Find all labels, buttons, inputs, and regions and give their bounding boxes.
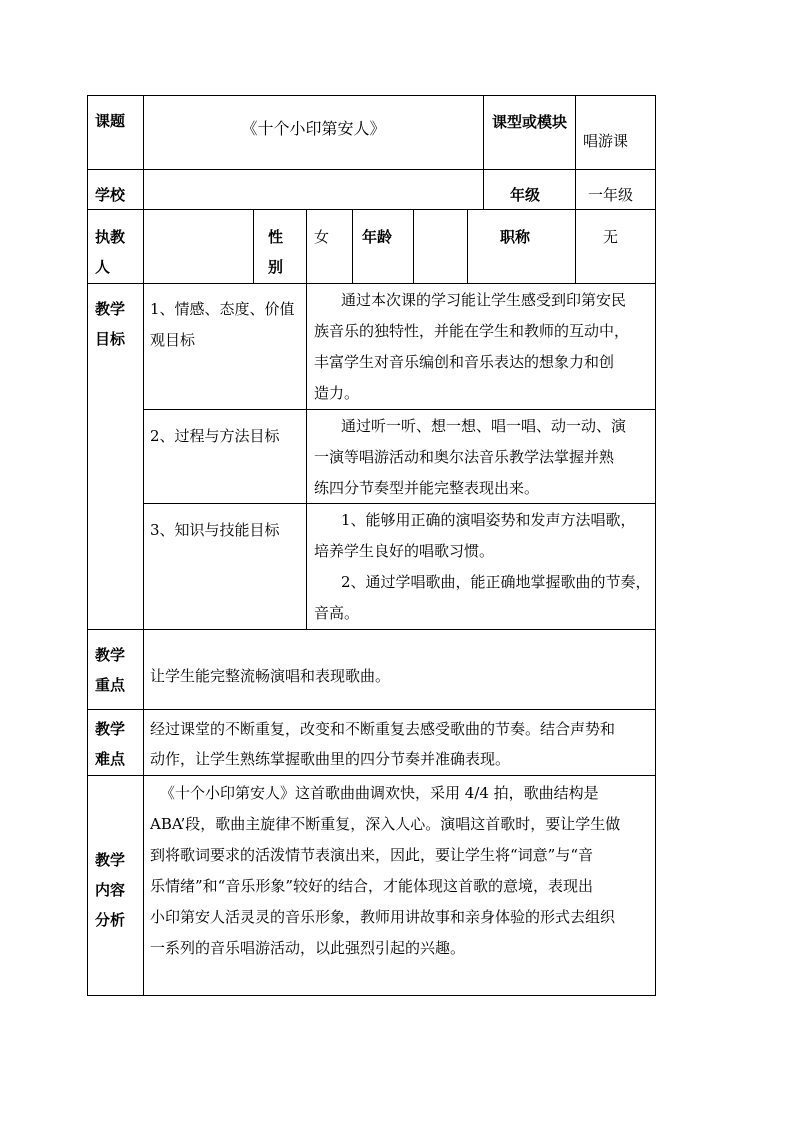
job-title-value: 无 (603, 228, 619, 246)
table-border (413, 209, 414, 284)
content-analysis-line: 一系列的音乐唱游活动，以此强烈引起的兴趣。 (150, 939, 466, 957)
content-analysis-line: ABA’段，歌曲主旋律不断重复，深入人心。演唱这首歌时，要让学生做 (150, 815, 621, 833)
table-border (87, 995, 656, 996)
table-border (87, 169, 656, 170)
objective-2-line: 一演等唱游活动和奥尔法音乐教学法掌握并熟 (314, 448, 615, 466)
objective-1-name: 1、情感、态度、价值观目标 (150, 300, 295, 349)
key-points-text: 让学生能完整流畅演唱和表现歌曲。 (150, 667, 391, 685)
lesson-type-label: 课型或模块 (492, 113, 568, 131)
table-border (87, 283, 656, 284)
difficulties-label: 教学难点 (95, 720, 126, 768)
grade-value: 一年级 (588, 186, 634, 204)
table-border (87, 95, 656, 96)
table-border (483, 95, 484, 209)
age-label: 年龄 (362, 228, 393, 246)
table-border (352, 209, 353, 284)
gender-label: 性别 (268, 228, 284, 276)
objective-1-line: 造力。 (314, 384, 360, 402)
objective-1-line: 通过本次课的学习能让学生感受到印第安民 (341, 291, 627, 309)
objective-3-line: 2、通过学唱歌曲，能正确地掌握歌曲的节奏， (341, 573, 651, 591)
table-border (253, 209, 254, 284)
content-analysis-line: 《十个小印第安人》这首歌曲曲调欢快，采用 4/4 拍，歌曲结构是 (160, 784, 599, 802)
table-border (87, 95, 88, 996)
objective-3-line: 音高。 (314, 604, 360, 622)
objective-2-line: 练四分节奏型并能完整表现出来。 (314, 479, 540, 497)
table-border (306, 209, 307, 630)
table-border (87, 775, 656, 776)
content-analysis-label: 教学内容分析 (95, 851, 126, 929)
table-border (467, 209, 468, 284)
objective-1-line: 丰富学生对音乐编创和音乐表达的想象力和创 (314, 353, 615, 371)
difficulties-line: 动作，让学生熟练掌握歌曲里的四分节奏并准确表现。 (150, 750, 511, 768)
grade-label: 年级 (510, 186, 541, 204)
table-border (87, 709, 656, 710)
objective-2-name: 2、过程与方法目标 (150, 427, 280, 445)
table-border (143, 503, 656, 504)
objectives-label: 教学目标 (95, 300, 126, 348)
school-label: 学校 (95, 186, 126, 204)
key-points-label: 教学重点 (95, 646, 126, 694)
objective-2-line: 通过听一听、想一想、唱一唱、动一动、演 (341, 417, 627, 435)
objective-3-name: 3、知识与技能目标 (150, 521, 280, 539)
table-border (575, 95, 576, 284)
job-title-label: 职称 (500, 228, 531, 246)
table-border (87, 209, 656, 210)
objective-1-line: 族音乐的独特性，并能在学生和教师的互动中， (314, 322, 630, 340)
objective-3-line: 培养学生良好的唱歌习惯。 (314, 542, 495, 560)
content-analysis-line: 乐情绪”和“音乐形象”较好的结合，才能体现这首歌的意境，表现出 (150, 877, 594, 895)
lesson-title: 《十个小印第安人》 (241, 119, 386, 138)
content-analysis-line: 小印第安人活灵灵的音乐形象，教师用讲故事和亲身体验的形式去组织 (150, 908, 616, 926)
lesson-type-value: 唱游课 (583, 132, 629, 150)
table-border (655, 95, 656, 996)
table-border (143, 409, 656, 410)
table-border (143, 95, 144, 996)
objective-3-line: 1、能够用正确的演唱姿势和发声方法唱歌， (341, 511, 636, 529)
gender-value: 女 (314, 228, 330, 246)
difficulties-line: 经过课堂的不断重复，改变和不断重复去感受歌曲的节奏。结合声势和 (150, 720, 616, 738)
teacher-label: 执教人 (95, 228, 126, 276)
content-analysis-line: 到将歌词要求的活泼情节表演出来，因此，要让学生将“词意”与“音 (150, 846, 594, 864)
table-border (87, 629, 656, 630)
topic-label: 课题 (95, 112, 126, 130)
